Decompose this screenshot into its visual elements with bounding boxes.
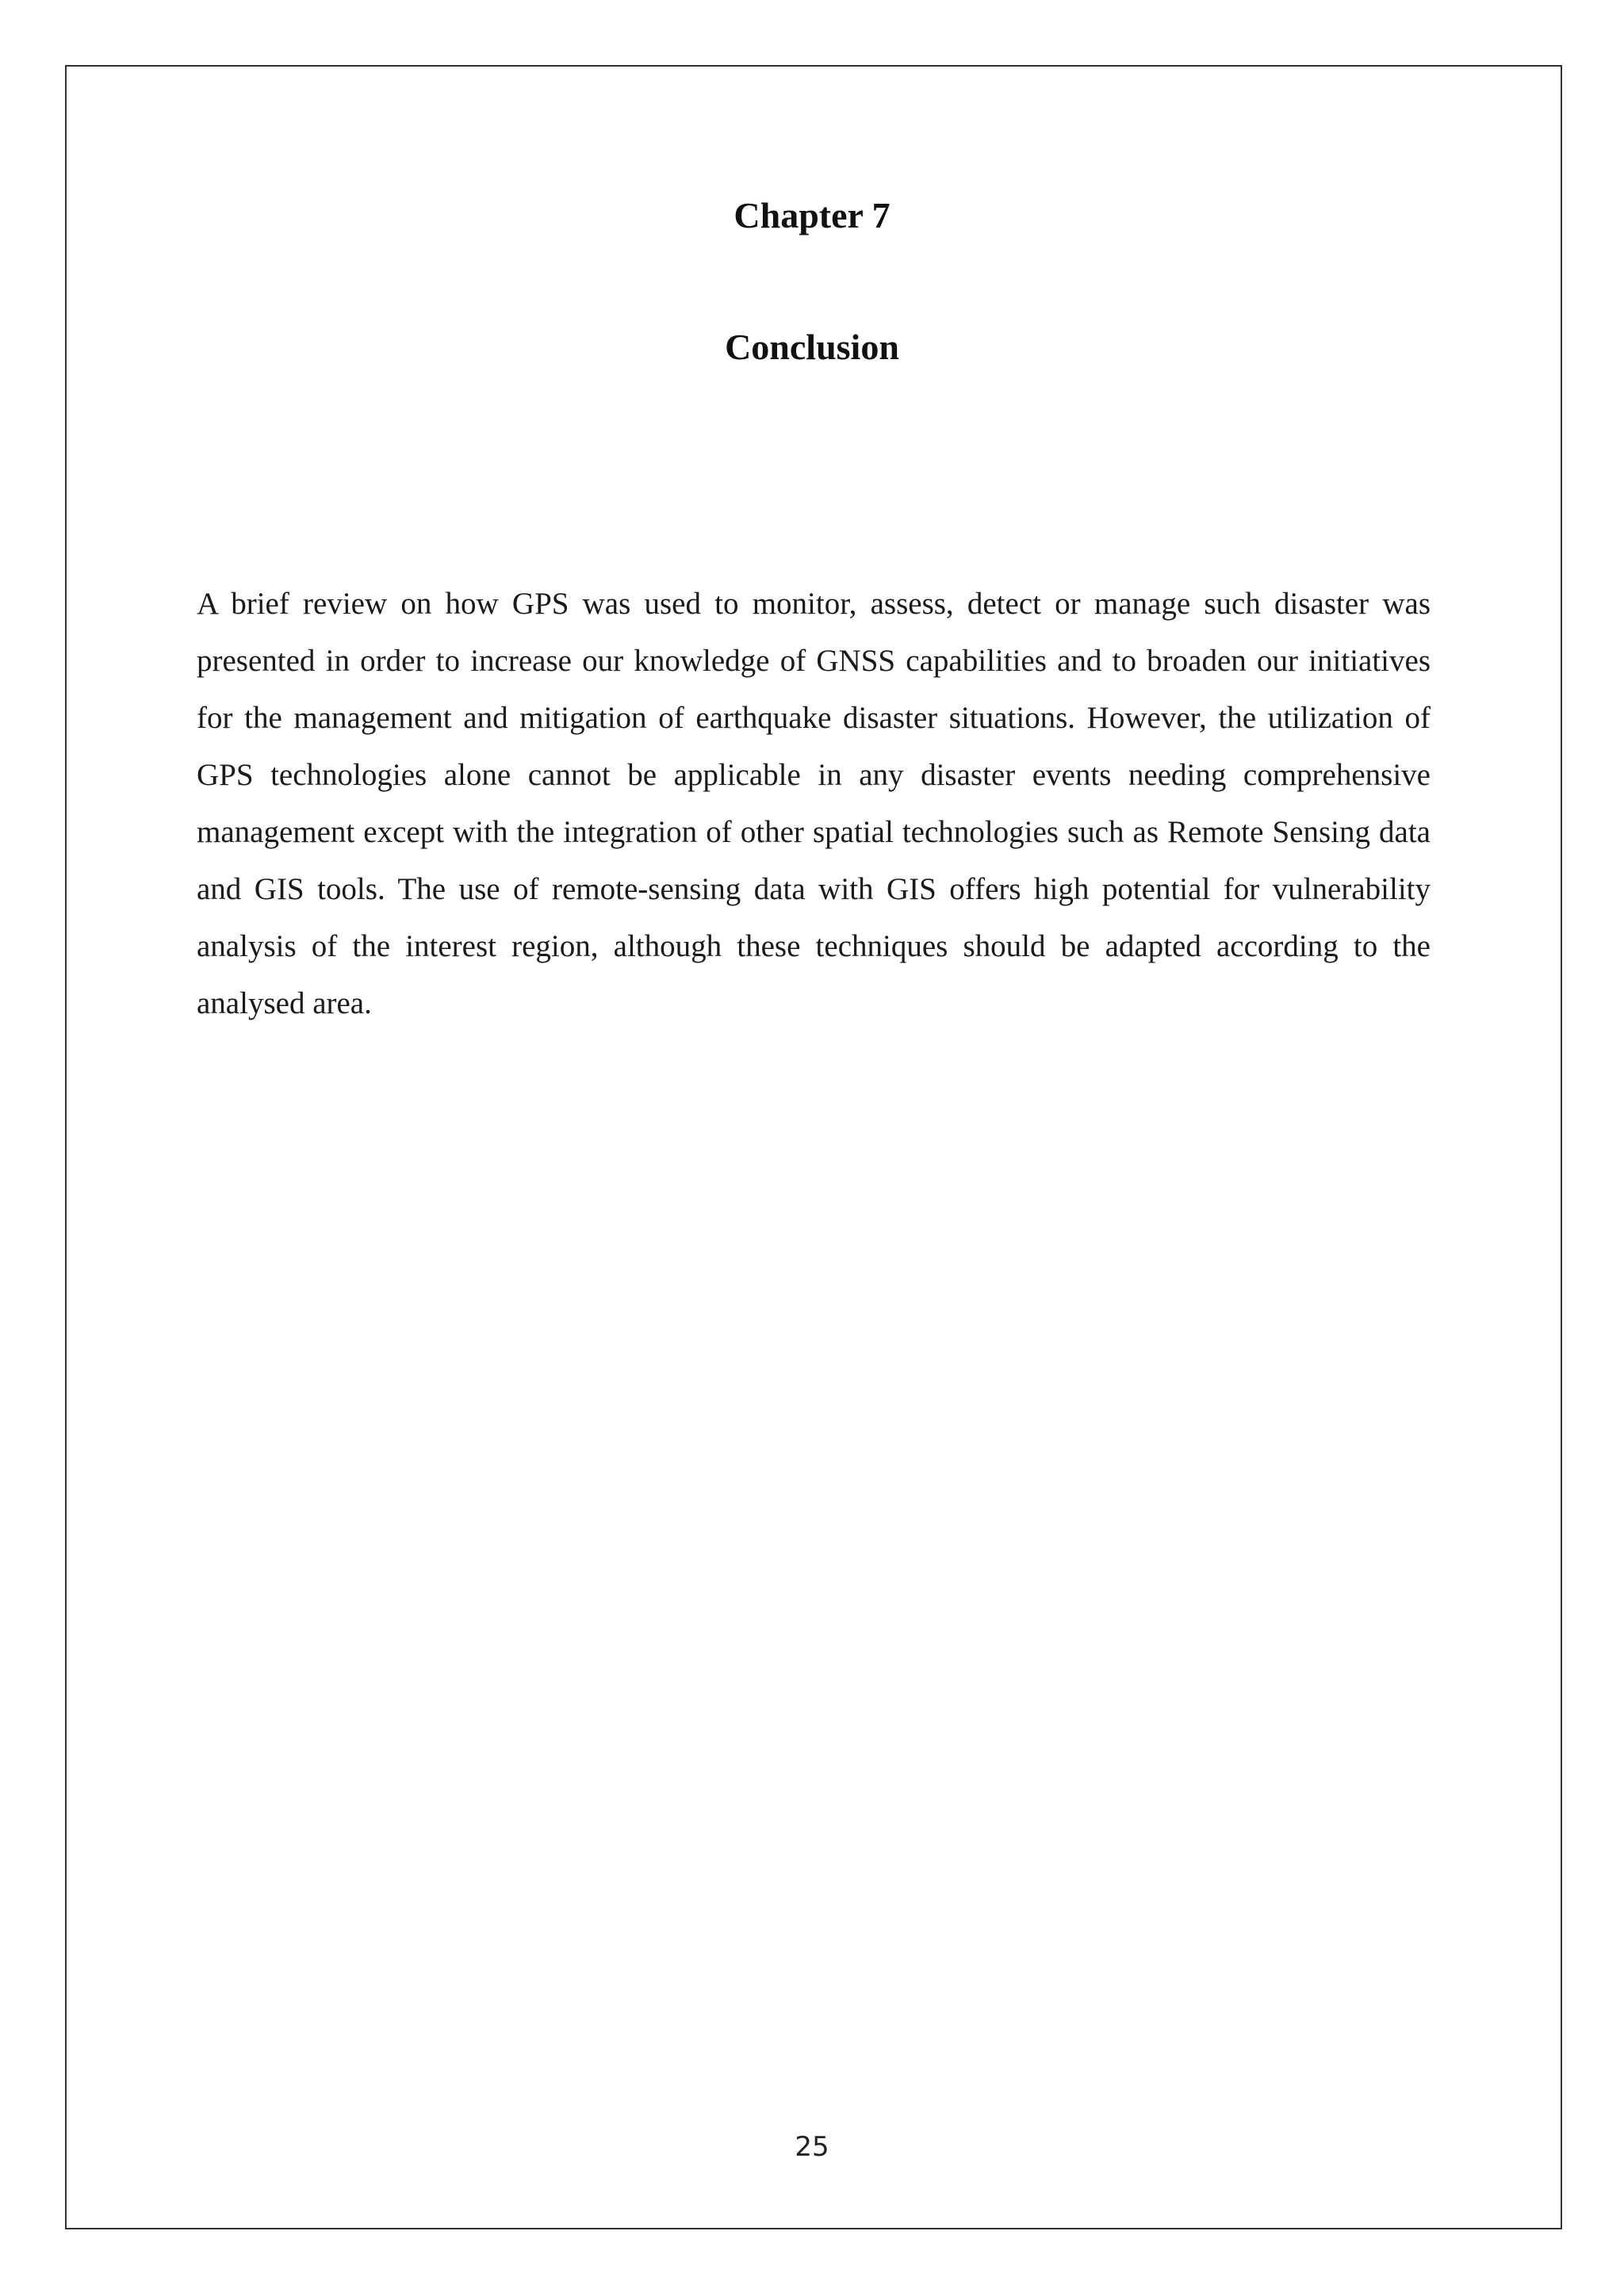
- page-number: 25: [795, 2131, 829, 2163]
- section-title: Conclusion: [725, 327, 899, 367]
- page-border: [65, 65, 1562, 2229]
- body-paragraph: A brief review on how GPS was used to monitor, assess, detect or manage such disaster was presented in order to increase our knowledge of GNSS capabilities and to broaden our initiatives for the management and mitigation of earthquake disaster situations. However, the utilization of GPS technologies alone cannot be applicable in any disaster events needing comprehensive management except with the integration of other spatial technologies such as Remote Sensing data and GIS tools. The use of remote-sensing data with GIS offers high potential for vulnerability analysis of the interest region, although these techniques should be adapted according to the analysed area.: [197, 587, 1431, 1020]
- chapter-heading: Chapter 7: [733, 195, 891, 235]
